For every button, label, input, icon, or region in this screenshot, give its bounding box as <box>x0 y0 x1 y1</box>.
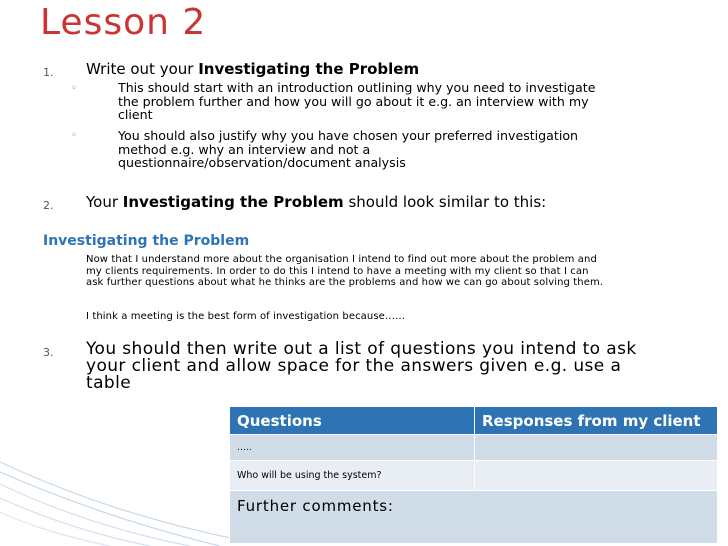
text-line: my clients requirements. In order to do this I intend to have a meeting with my client so that I can <box>86 265 589 277</box>
table-header-responses: Responses from my client <box>475 407 718 435</box>
text-line: method e.g. why an interview and not a <box>118 141 371 157</box>
text-line: questionnaire/observation/document analysis <box>118 155 406 170</box>
bullet-icon: ◦ <box>71 130 77 141</box>
table-cell <box>475 435 718 461</box>
questions-table <box>229 406 718 544</box>
text-line: your client and allow space for the answers given e.g. use a <box>86 356 622 376</box>
text-line: Now that I understand more about the organisation I intend to find out more about the problem and <box>86 254 597 265</box>
list-number-3: 3. <box>43 346 54 359</box>
item2-prefix: Your <box>86 193 123 211</box>
bullet-icon: ◦ <box>71 83 77 94</box>
item1-bullet2 <box>118 129 578 170</box>
decorative-swoosh <box>0 450 240 546</box>
table-header-questions: Questions <box>230 407 475 435</box>
text-line: You should also justify why you have chosen your preferred investigation <box>118 128 579 143</box>
text-line: the problem further and how you will go about it e.g. an interview with my <box>118 93 589 109</box>
example-line: I think a meeting is the best form of investigation because…… <box>86 311 406 322</box>
item1-bullet1 <box>118 81 595 122</box>
text-line: ask further questions about what he thinks are the problems and how we can go about solving them. <box>86 277 604 288</box>
table-row <box>230 461 718 491</box>
table-footer-row <box>230 491 718 544</box>
table-cell <box>475 461 718 491</box>
text-line: This should start with an introduction outlining why you need to investigate <box>118 80 596 95</box>
item1-prefix: Write out your <box>86 60 199 78</box>
further-comments: Further comments: <box>230 491 718 544</box>
section-heading: Investigating the Problem <box>43 233 250 249</box>
item2-bold: Investigating the Problem <box>122 193 344 211</box>
list-number-1: 1. <box>43 66 54 79</box>
text-line: client <box>118 107 153 122</box>
list-number-2: 2. <box>43 199 54 212</box>
item1-bold: Investigating the Problem <box>198 60 420 78</box>
table-header-row <box>230 407 718 435</box>
page-title: Lesson 2 <box>40 2 207 43</box>
example-paragraph <box>86 254 603 289</box>
table-cell: Who will be using the system? <box>230 461 475 491</box>
table-cell: ….. <box>230 435 475 461</box>
item2-text <box>86 195 546 210</box>
item3-text <box>86 341 637 392</box>
text-line: You should then write out a list of questions you intend to ask <box>86 339 637 359</box>
item2-suffix: should look similar to this: <box>343 193 547 211</box>
table-row <box>230 435 718 461</box>
text-line: table <box>86 373 132 393</box>
item1-text <box>86 62 419 77</box>
